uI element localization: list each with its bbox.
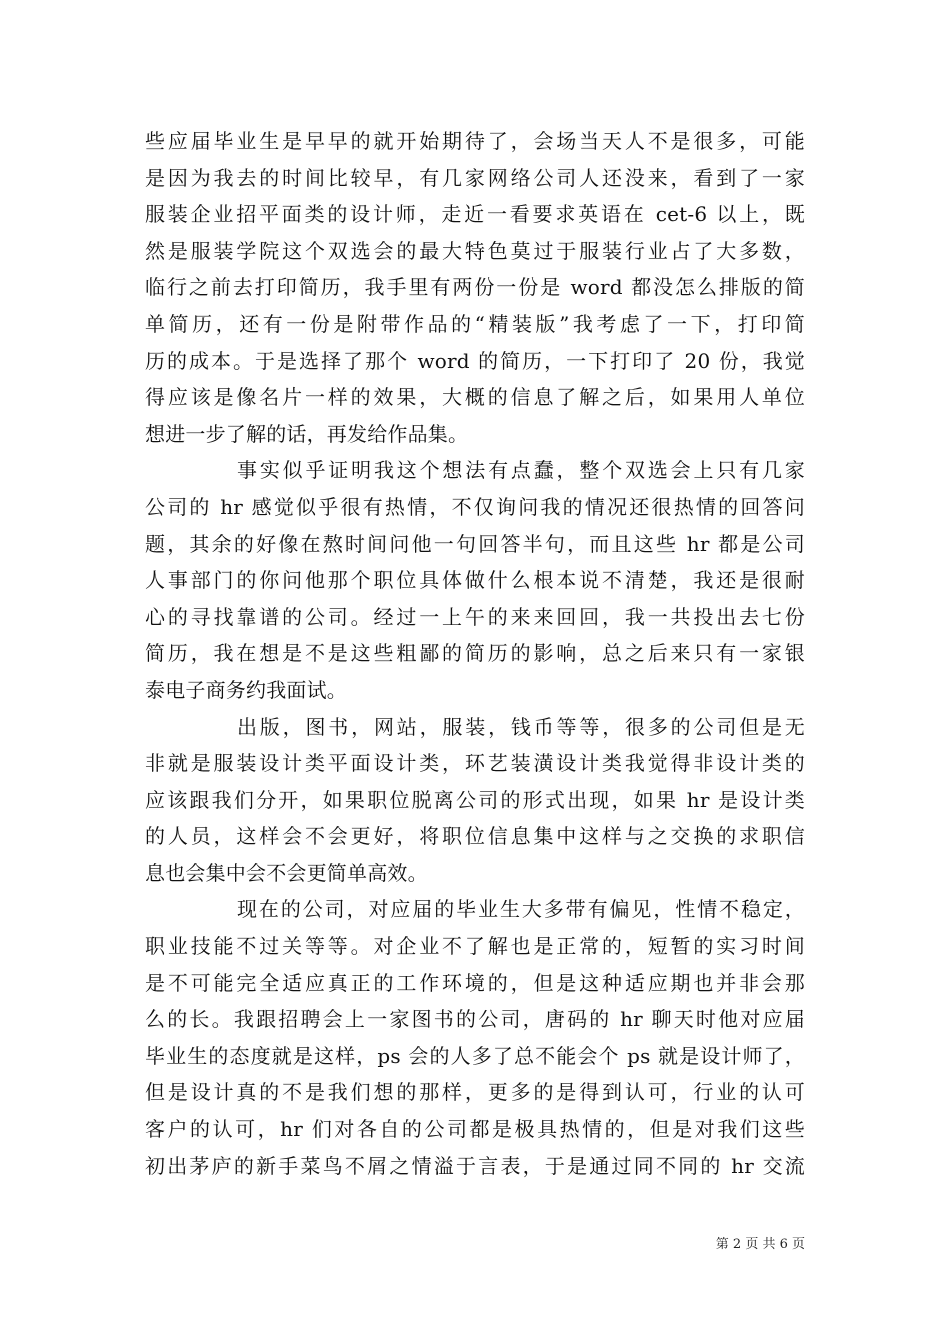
text-line: 非就是服装设计类平面设计类，环艺装潢设计类我觉得非设计类的 [145, 751, 805, 776]
text-line: 些应届毕业生是早早的就开始期待了，会场当天人不是很多，可能 [145, 129, 805, 153]
text-line: 客户的认可，hr 们对各自的公司都是极具热情的，但是对我们这些 [145, 1117, 805, 1142]
text-line: 得应该是像名片一样的效果，大概的信息了解之后，如果用人单位 [145, 385, 805, 410]
text-line: 但是设计真的不是我们想的那样，更多的是得到认可，行业的认可 [145, 1080, 805, 1105]
text-line: 是因为我去的时间比较早，有几家网络公司人还没来，看到了一家 [145, 165, 805, 190]
text-line: 应该跟我们分开，如果职位脱离公司的形式出现，如果 hr 是设计类 [145, 787, 805, 812]
text-line: 毕业生的态度就是这样，ps 会的人多了总不能会个 ps 就是设计师了， [145, 1043, 805, 1068]
text-line: 心的寻找靠谱的公司。经过一上午的来来回回，我一共投出去七份 [145, 604, 805, 629]
text-line: 初出茅庐的新手菜鸟不屑之情溢于言表，于是通过同不同的 hr 交流 [145, 1153, 805, 1178]
page-number-footer: 第 2 页 共 6 页 [715, 1237, 805, 1252]
text-line: 泰电子商务约我面试。 [145, 677, 347, 702]
body-text [145, 123, 805, 1184]
text-line: 是不可能完全适应真正的工作环境的，但是这种适应期也并非会那 [145, 970, 805, 995]
text-line: 简历，我在想是不是这些粗鄙的简历的影响，总之后来只有一家银 [145, 641, 805, 666]
paragraph-first-line: 出版，图书，网站，服装，钱币等等，很多的公司但是无 [237, 714, 805, 739]
text-line: 服装企业招平面类的设计师，走近一看要求英语在 cet-6 以上，既 [145, 202, 805, 227]
paragraph-first-line: 现在的公司，对应届的毕业生大多带有偏见，性情不稳定， [237, 897, 805, 922]
text-line: 然是服装学院这个双选会的最大特色莫过于服装行业占了大多数， [145, 238, 805, 263]
text-line: 历的成本。于是选择了那个 word 的简历，一下打印了 20 份，我觉 [145, 348, 805, 373]
text-line: 单简历，还有一份是附带作品的“精装版”我考虑了一下，打印简 [145, 311, 805, 336]
text-line: 公司的 hr 感觉似乎很有热情，不仅询问我的情况还很热情的回答问 [145, 494, 805, 519]
text-line: 想进一步了解的话，再发给作品集。 [145, 421, 469, 446]
text-line: 题，其余的好像在熬时间问他一句回答半句，而且这些 hr 都是公司 [145, 531, 805, 556]
text-line: 么的长。我跟招聘会上一家图书的公司，唐码的 hr 聊天时他对应届 [145, 1007, 805, 1032]
paragraph-first-line: 事实似乎证明我这个想法有点蠢，整个双选会上只有几家 [237, 458, 805, 483]
text-line: 临行之前去打印简历，我手里有两份一份是 word 都没怎么排版的简 [145, 275, 805, 300]
text-line: 息也会集中会不会更简单高效。 [145, 860, 428, 885]
text-line: 人事部门的你问他那个职位具体做什么根本说不清楚，我还是很耐 [145, 568, 805, 593]
text-line: 职业技能不过关等等。对企业不了解也是正常的，短暂的实习时间 [145, 934, 805, 959]
text-line: 的人员，这样会不会更好，将职位信息集中这样与之交换的求职信 [145, 824, 805, 849]
